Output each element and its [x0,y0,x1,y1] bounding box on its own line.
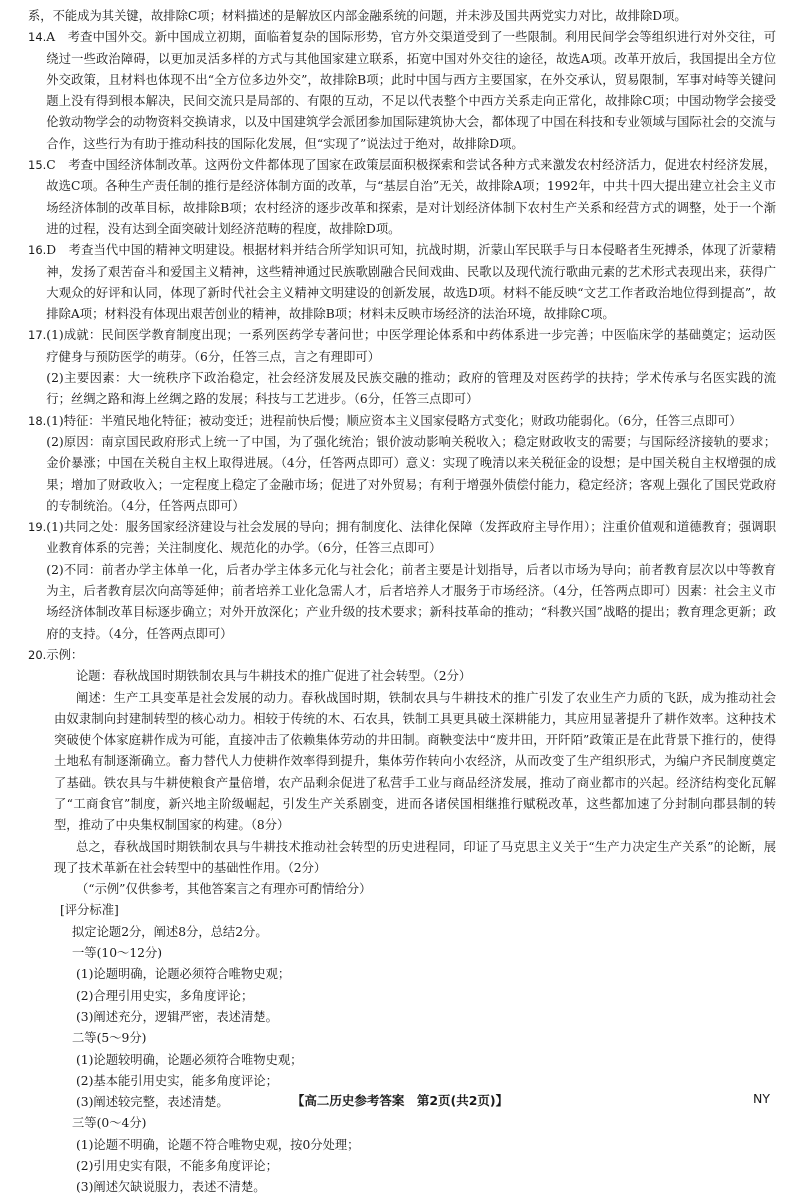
question-19 [28,517,776,645]
continuation-paragraph: 系，不能成为其关键，故排除C项；材料描述的是解放区内部金融系统的问题，并未涉及国共两党实力对比，故排除D项。 [28,9,687,23]
answer-part-1: (1)特征：半殖民地化特征；被动变迁；进程前快后慢；顺应资本主义国家侵略方式变化；财政功能弱化。（6分，任答三点即可） [46,413,742,428]
answer-sheet-page [28,6,776,1199]
example-label: 示例： [46,647,84,662]
question-14 [28,27,776,155]
level-3-title: 三等(0～4分) [72,1116,147,1131]
answer-text: A 考查中国外交。新中国成立初期，面临着复杂的国际形势，官方外交渠道受到了一些限制。利用民间学会等组织进行对外交往，可绕过一些政治障碍，以更加灵活多样的方式与其他国家建立联系，拓宽中国对外交往的途径，故选A项。改革开放后，我国提出全方位外交政策，且材料也体现不出“全方位多边外交”，故排除B项；此时中国与西方主要国家，在外交承认，贸易限制，军事对峙等关键问题上没有得到根本解决，民间交流只是局部的、有限的互动，不足以代表整个中西方关系走向正常化，故排除C项；中国动物学会接受伦敦动物学会的动物资料交换请求，以及中国建筑学会派团参加国际建筑协大会，都体现了中国在科技和专业领域与国际社会的交流与合作，这些行为有助于推动科技的国际化发展，但“实现了”说法过于绝对，故排除D项。 [46,30,776,151]
question-number: 15. [28,158,47,173]
question-20 [28,645,776,666]
answer-part-1: (1)共同之处：服务国家经济建设与社会发展的导向；拥有制度化、法律化保障（发挥政府主导作用）；注重价值观和道德教育；强调职业教育体系的完善；关注制度化、规范化的办学。（6分，任答三点即可） [46,520,776,556]
footer-code: NY [753,1091,770,1106]
answer-part-2: (2)主要因素：大一统秩序下政治稳定，社会经济发展及民族交融的推动；政府的管理及对医药学的扶持；学术传承与名医实践的流行；丝绸之路和海上丝绸之路的发展；科技与工艺进步。（6分，任答三点即可） [46,371,776,407]
answer-part-2: (2)不同：前者办学主体单一化，后者办学主体多元化与社会化；前者主要是计划指导，后者以市场为导向；前者教育层次以中等教育为主，后者教育层次向高等延伸；前者培养工业化急需人才，后者培养人才服务于市场经济。（4分，任答两点即可）因素：社会主义市场经济体制改革目标逐步确立；对外开放深化；产业升级的技术要求；新科技革命的推动；“科教兴国”战略的提出；教育理念更新；政府的支持。（4分，任答两点即可） [46,562,776,641]
level-2-title: 二等(5～9分) [72,1031,147,1046]
level-2-item: (3)阐述较完整，表述清楚。 [76,1095,229,1110]
example-note: （“示例”仅供参考，其他答案言之有理亦可酌情给分） [76,882,372,897]
question-number: 19. [28,520,47,535]
level-2-item: (2)基本能引用史实，能多角度评论； [76,1073,278,1088]
level-1-item: (1)论题明确，论题必须符合唯物史观； [76,967,291,982]
level-3-item: (3)阐述欠缺说服力，表述不清楚。 [76,1180,266,1195]
essay-summary: 总之，春秋战国时期铁制农具与牛耕技术推动社会转型的历史进程同，印证了马克思主义关于“生产力决定生产关系”的论断，展现了技术革新在社会转型中的基础性作用。（2分） [54,839,776,875]
answer-text: D 考查当代中国的精神文明建设。根据材料并结合所学知识可知，抗战时期，沂蒙山军民联手与日本侵略者生死搏杀，体现了沂蒙精神，发扬了艰苦奋斗和爱国主义精神，这些精神通过民族歌剧融合民间戏曲、民歌以及现代流行歌曲元素的艺术形式表现出来，获得广大观众的好评和认同，体现了新时代社会主义精神文明建设的创新发展，故选D项。材料不能反映“文艺工作者政治地位得到提高”，故排除A项；材料没有体现出艰苦创业的精神，故排除B项；材料未反映市场经济的法治环境，故排除C项。 [46,243,776,322]
question-number: 16. [28,243,47,258]
question-number: 17. [28,328,47,343]
question-15 [28,155,776,240]
criteria-intro: 拟定论题2分，阐述8分，总结2分。 [72,924,268,939]
question-number: 20. [28,647,47,662]
answer-part-1: (1)成就：民间医学教育制度出现；一系列医药学专著问世；中医学理论体系和中药体系进一步完善；中医临床学的基础奠定；运动医疗健身与预防医学的萌芽。（6分，任答三点，言之有理即可） [46,328,776,364]
essay-argument: 阐述：生产工具变革是社会发展的动力。春秋战国时期，铁制农具与牛耕技术的推广引发了农业生产力质的飞跃，成为推动社会由奴隶制向封建制转型的核心动力。相较于传统的木、石农具，铁制工具更具破土深耕能力，其应用显著提升了耕作效率。这种技术突破使个体家庭耕作成为可能，直接冲击了依赖集体劳动的井田制。商鞅变法中“废井田，开阡陌”政策正是在此背景下推行的，使得土地私有制逐渐确立。畜力替代人力使耕作效率得到提升，集体劳作转向小农经济，从而改变了生产组织形式，为编户齐民制度奠定了基础。铁农具与牛耕使粮食产量倍增，农产品剩余促进了私营手工业与商品经济发展，推动了商业都市的兴起。经济结构变化瓦解了“工商食官”制度，新兴地主阶级崛起，引发生产关系剧变，进而各诸侯国相继推行赋税改革，这些都加速了分封制向郡县制的转型，推动了中央集权制国家的构建。（8分） [54,690,776,833]
question-number: 14. [28,30,47,45]
page-footer [0,1091,800,1113]
level-1-item: (3)阐述充分，逻辑严密，表述清楚。 [76,1009,278,1024]
question-16 [28,240,776,325]
answer-part-2: (2)原因：南京国民政府形式上统一了中国，为了强化统治；银价波动影响关税收入；稳定财政收支的需要；与国际经济接轨的要求；金价暴涨；中国在关税自主权上取得进展。（4分，任答两点即可）意义：实现了晚清以来关税征金的设想；是中国关税自主权增强的成果；增加了财政收入；一定程度上稳定了金融市场；促进了对外贸易；有利于增强外债偿付能力，稳定经济；客观上强化了国民党政府的专制统治。（4分，任答两点即可） [46,434,776,513]
question-number: 18. [28,413,47,428]
level-1-title: 一等(10～12分) [72,946,163,961]
question-18 [28,411,776,517]
question-17 [28,325,776,410]
answer-text: C 考查中国经济体制改革。这两份文件都体现了国家在政策层面积极探索和尝试各种方式来激发农村经济活力，促进农村经济发展，故选C项。各种生产责任制的推行是经济体制方面的改革，与“基层自治”无关，故排除A项；1992年，中共十四大提出建立社会主义市场经济体制的改革目标，故排除B项；农村经济的逐步改革和探索，是对计划经济体制下农村生产关系和经营方式的调整，处于一个渐进的过程，没有达到全面突破计划经济范畴的程度，故排除D项。 [46,158,776,236]
level-3-item: (2)引用史实有限，不能多角度评论； [76,1159,278,1174]
footer-title: 【高二历史参考答案 第2页(共2页)】 [291,1093,509,1108]
level-1-item: (2)合理引用史实，多角度评论； [76,988,254,1003]
level-2-item: (1)论题较明确，论题必须符合唯物史观； [76,1052,303,1067]
criteria-title: [评分标准] [60,903,119,918]
essay-thesis: 论题：春秋战国时期铁制农具与牛耕技术的推广促进了社会转型。（2分） [76,669,472,684]
level-3-item: (1)论题不明确，论题不符合唯物史观，按0分处理； [76,1137,360,1152]
